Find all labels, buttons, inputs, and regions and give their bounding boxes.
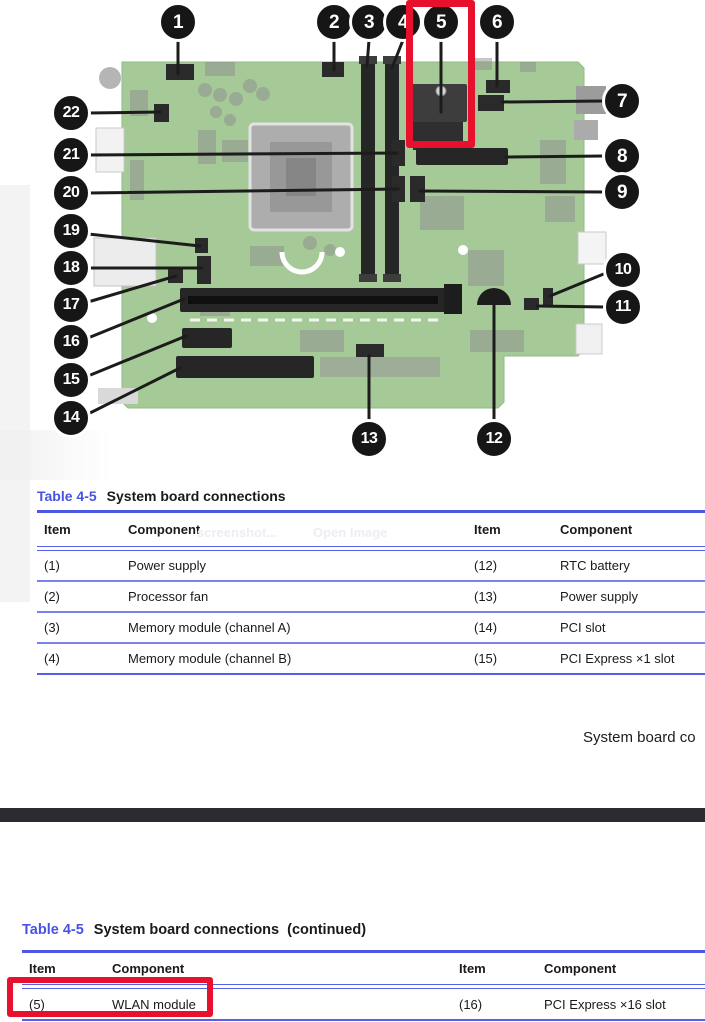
column-header-component: Component xyxy=(544,961,617,976)
cell-item: (2) xyxy=(44,589,60,604)
cell-item: (3) xyxy=(44,620,60,635)
callout-9: 9 xyxy=(602,172,642,212)
highlight-box-wlan-row xyxy=(7,977,213,1017)
table-row xyxy=(37,582,705,613)
callout-17: 17 xyxy=(51,285,91,325)
cell-item: (16) xyxy=(459,996,483,1012)
cell-item: (14) xyxy=(474,620,498,635)
callout-8: 8 xyxy=(602,136,642,176)
callout-2: 2 xyxy=(314,2,354,42)
cell-component: PCI slot xyxy=(560,620,606,635)
cell-item: (15) xyxy=(474,651,498,666)
table-label: Table 4-5 xyxy=(37,488,97,504)
callout-22: 22 xyxy=(51,93,91,133)
highlight-box-callout-5 xyxy=(406,0,475,148)
callout-13: 13 xyxy=(349,419,389,459)
callout-7: 7 xyxy=(602,81,642,121)
cell-component: PCI Express ×16 slot xyxy=(544,996,666,1012)
table-bottom-title xyxy=(22,922,366,938)
column-header-item: Item xyxy=(29,961,56,976)
callout-12: 12 xyxy=(474,419,514,459)
callout-10: 10 xyxy=(603,250,643,290)
ghost-open-image-button[interactable]: Open Image xyxy=(313,525,388,540)
column-header-item: Item xyxy=(474,522,501,537)
cell-item: (13) xyxy=(474,589,498,604)
next-section-caption-fragment: System board co xyxy=(583,729,696,746)
table-row xyxy=(37,551,705,582)
cell-component: Memory module (channel B) xyxy=(128,651,292,666)
callout-6: 6 xyxy=(477,2,517,42)
table-body xyxy=(37,551,705,675)
cell-item: (1) xyxy=(44,558,60,573)
callout-15: 15 xyxy=(51,360,91,400)
page-separator-bar xyxy=(0,808,705,822)
table-label: Table 4-5 xyxy=(22,922,84,938)
table-title-text: System board connections xyxy=(93,922,280,938)
callout-19: 19 xyxy=(51,211,91,251)
column-header-component: Component xyxy=(128,522,201,537)
cell-item: (5) xyxy=(29,996,45,1012)
cell-component: RTC battery xyxy=(560,558,630,573)
ghost-screenshot-button[interactable]: screenshot... xyxy=(197,525,278,540)
table-row xyxy=(37,613,705,644)
cell-component: WLAN module xyxy=(112,996,196,1012)
table-title-text: System board connections xyxy=(106,488,286,504)
callout-14: 14 xyxy=(51,398,91,438)
callout-20: 20 xyxy=(51,173,91,213)
callout-18: 18 xyxy=(51,248,91,288)
column-header-component: Component xyxy=(560,522,633,537)
callout-21: 21 xyxy=(51,135,91,175)
column-header-item: Item xyxy=(44,522,71,537)
column-header-component: Component xyxy=(112,961,185,976)
callout-1: 1 xyxy=(158,2,198,42)
column-header-item: Item xyxy=(459,961,486,976)
cell-component: Power supply xyxy=(560,589,639,604)
table-continued-text: (continued) xyxy=(287,922,367,938)
system-board-figure xyxy=(0,0,705,480)
callout-5: 5 xyxy=(421,2,461,42)
table-row xyxy=(37,644,705,675)
callout-11: 11 xyxy=(603,287,643,327)
cell-item: (4) xyxy=(44,651,60,666)
cell-component: Processor fan xyxy=(128,589,209,604)
cell-component: Power supply xyxy=(128,558,207,573)
callout-16: 16 xyxy=(51,322,91,362)
callout-3: 3 xyxy=(349,2,389,42)
callout-layer xyxy=(0,0,705,480)
cell-component: PCI Express ×1 slot xyxy=(560,651,675,666)
table-top-title xyxy=(37,488,286,504)
cell-item: (12) xyxy=(474,558,498,573)
callout-4: 4 xyxy=(383,2,423,42)
cell-component: Memory module (channel A) xyxy=(128,620,291,635)
